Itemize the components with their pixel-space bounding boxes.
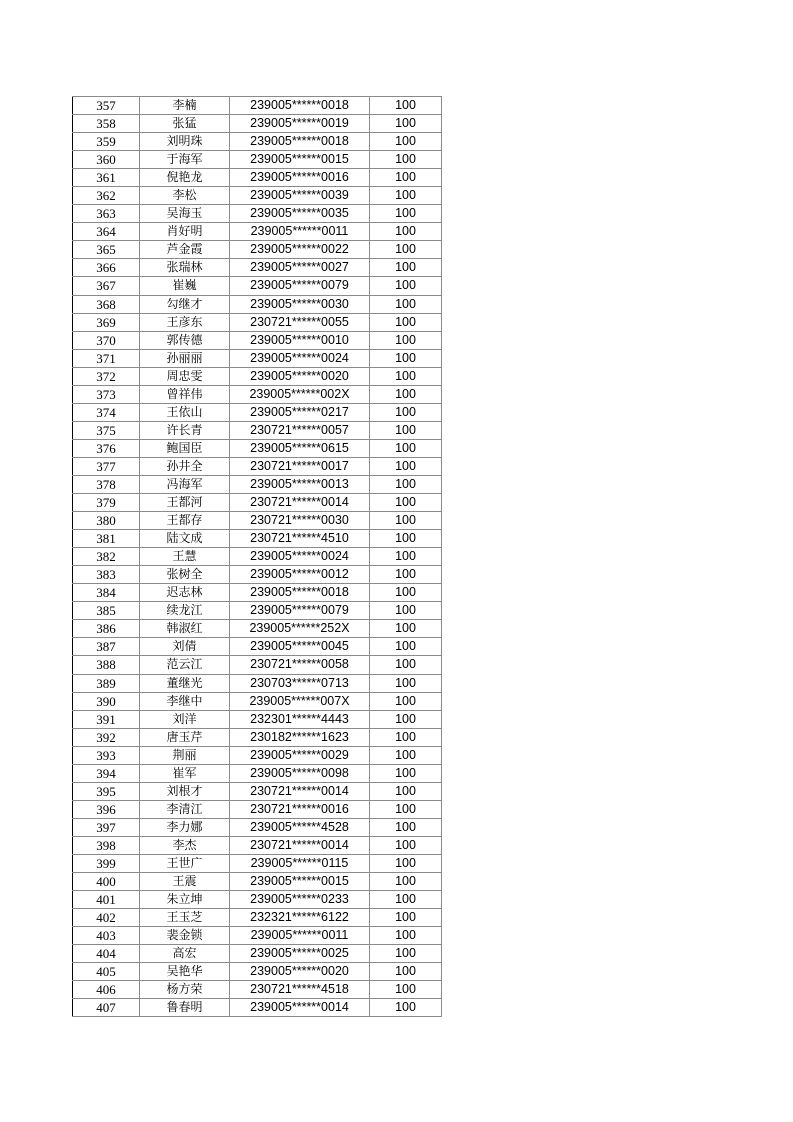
id-number-cell: 239005******0615 bbox=[230, 439, 370, 457]
table-row bbox=[73, 494, 442, 512]
table-row bbox=[73, 475, 442, 493]
name-cell: 王震 bbox=[140, 873, 230, 891]
row-number-cell: 405 bbox=[73, 963, 140, 981]
row-number-cell: 363 bbox=[73, 205, 140, 223]
name-cell: 王都存 bbox=[140, 512, 230, 530]
name-cell: 张树全 bbox=[140, 566, 230, 584]
name-cell: 迟志林 bbox=[140, 584, 230, 602]
row-number-cell: 384 bbox=[73, 584, 140, 602]
name-cell: 王慧 bbox=[140, 548, 230, 566]
amount-cell: 100 bbox=[370, 800, 442, 818]
table-row bbox=[73, 277, 442, 295]
name-cell: 倪艳龙 bbox=[140, 169, 230, 187]
table-row bbox=[73, 421, 442, 439]
name-cell: 鲍国臣 bbox=[140, 439, 230, 457]
name-cell: 李清江 bbox=[140, 800, 230, 818]
name-cell: 陆文成 bbox=[140, 530, 230, 548]
row-number-cell: 394 bbox=[73, 764, 140, 782]
id-number-cell: 239005******0020 bbox=[230, 367, 370, 385]
table-row bbox=[73, 909, 442, 927]
amount-cell: 100 bbox=[370, 457, 442, 475]
table-row bbox=[73, 746, 442, 764]
id-number-cell: 239005******002X bbox=[230, 385, 370, 403]
name-cell: 刘明珠 bbox=[140, 133, 230, 151]
amount-cell: 100 bbox=[370, 836, 442, 854]
row-number-cell: 392 bbox=[73, 728, 140, 746]
id-number-cell: 239005******0029 bbox=[230, 746, 370, 764]
id-number-cell: 230721******0014 bbox=[230, 494, 370, 512]
id-number-cell: 239005******0098 bbox=[230, 764, 370, 782]
name-cell: 李杰 bbox=[140, 836, 230, 854]
name-cell: 曾祥伟 bbox=[140, 385, 230, 403]
amount-cell: 100 bbox=[370, 133, 442, 151]
table-row bbox=[73, 187, 442, 205]
amount-cell: 100 bbox=[370, 981, 442, 999]
amount-cell: 100 bbox=[370, 674, 442, 692]
amount-cell: 100 bbox=[370, 963, 442, 981]
id-number-cell: 239005******0018 bbox=[230, 97, 370, 115]
amount-cell: 100 bbox=[370, 620, 442, 638]
table-row bbox=[73, 385, 442, 403]
amount-cell: 100 bbox=[370, 728, 442, 746]
row-number-cell: 361 bbox=[73, 169, 140, 187]
amount-cell: 100 bbox=[370, 566, 442, 584]
row-number-cell: 377 bbox=[73, 457, 140, 475]
row-number-cell: 372 bbox=[73, 367, 140, 385]
name-cell: 范云江 bbox=[140, 656, 230, 674]
id-number-cell: 230721******0058 bbox=[230, 656, 370, 674]
amount-cell: 100 bbox=[370, 295, 442, 313]
row-number-cell: 398 bbox=[73, 836, 140, 854]
row-number-cell: 381 bbox=[73, 530, 140, 548]
row-number-cell: 395 bbox=[73, 782, 140, 800]
name-cell: 刘根才 bbox=[140, 782, 230, 800]
row-number-cell: 388 bbox=[73, 656, 140, 674]
table-row bbox=[73, 963, 442, 981]
row-number-cell: 376 bbox=[73, 439, 140, 457]
table-row bbox=[73, 115, 442, 133]
table-row bbox=[73, 656, 442, 674]
amount-cell: 100 bbox=[370, 854, 442, 872]
table-row bbox=[73, 999, 442, 1017]
id-number-cell: 239005******0233 bbox=[230, 891, 370, 909]
row-number-cell: 367 bbox=[73, 277, 140, 295]
row-number-cell: 387 bbox=[73, 638, 140, 656]
row-number-cell: 390 bbox=[73, 692, 140, 710]
id-number-cell: 239005******0217 bbox=[230, 403, 370, 421]
id-number-cell: 239005******0018 bbox=[230, 133, 370, 151]
table-row bbox=[73, 584, 442, 602]
row-number-cell: 368 bbox=[73, 295, 140, 313]
amount-cell: 100 bbox=[370, 151, 442, 169]
name-cell: 芦金霞 bbox=[140, 241, 230, 259]
name-cell: 裴金锁 bbox=[140, 927, 230, 945]
amount-cell: 100 bbox=[370, 205, 442, 223]
id-number-cell: 239005******0045 bbox=[230, 638, 370, 656]
table-row bbox=[73, 512, 442, 530]
amount-cell: 100 bbox=[370, 367, 442, 385]
id-number-cell: 232321******6122 bbox=[230, 909, 370, 927]
row-number-cell: 401 bbox=[73, 891, 140, 909]
id-number-cell: 239005******0018 bbox=[230, 584, 370, 602]
table-row bbox=[73, 295, 442, 313]
id-number-cell: 239005******0015 bbox=[230, 873, 370, 891]
row-number-cell: 365 bbox=[73, 241, 140, 259]
amount-cell: 100 bbox=[370, 259, 442, 277]
amount-cell: 100 bbox=[370, 891, 442, 909]
name-cell: 王依山 bbox=[140, 403, 230, 421]
name-cell: 周忠雯 bbox=[140, 367, 230, 385]
name-cell: 李力娜 bbox=[140, 818, 230, 836]
amount-cell: 100 bbox=[370, 656, 442, 674]
id-number-cell: 230721******0017 bbox=[230, 457, 370, 475]
id-number-cell: 239005******0022 bbox=[230, 241, 370, 259]
amount-cell: 100 bbox=[370, 999, 442, 1017]
row-number-cell: 370 bbox=[73, 331, 140, 349]
id-number-cell: 230182******1623 bbox=[230, 728, 370, 746]
amount-cell: 100 bbox=[370, 927, 442, 945]
id-number-cell: 230721******0057 bbox=[230, 421, 370, 439]
id-number-cell: 230703******0713 bbox=[230, 674, 370, 692]
id-number-cell: 239005******0012 bbox=[230, 566, 370, 584]
name-cell: 吴海玉 bbox=[140, 205, 230, 223]
table-row bbox=[73, 530, 442, 548]
row-number-cell: 366 bbox=[73, 259, 140, 277]
name-cell: 孙丽丽 bbox=[140, 349, 230, 367]
row-number-cell: 391 bbox=[73, 710, 140, 728]
id-number-cell: 239005******0030 bbox=[230, 295, 370, 313]
amount-cell: 100 bbox=[370, 512, 442, 530]
id-number-cell: 239005******0035 bbox=[230, 205, 370, 223]
id-number-cell: 239005******007X bbox=[230, 692, 370, 710]
amount-cell: 100 bbox=[370, 421, 442, 439]
id-number-cell: 239005******4528 bbox=[230, 818, 370, 836]
table-row bbox=[73, 259, 442, 277]
row-number-cell: 375 bbox=[73, 421, 140, 439]
row-number-cell: 399 bbox=[73, 854, 140, 872]
id-number-cell: 230721******0014 bbox=[230, 782, 370, 800]
row-number-cell: 374 bbox=[73, 403, 140, 421]
name-cell: 勾继才 bbox=[140, 295, 230, 313]
table-row bbox=[73, 981, 442, 999]
id-number-cell: 230721******0016 bbox=[230, 800, 370, 818]
name-cell: 朱立坤 bbox=[140, 891, 230, 909]
id-number-cell: 239005******0013 bbox=[230, 475, 370, 493]
name-cell: 刘倩 bbox=[140, 638, 230, 656]
amount-cell: 100 bbox=[370, 548, 442, 566]
amount-cell: 100 bbox=[370, 764, 442, 782]
table-row bbox=[73, 818, 442, 836]
table-row bbox=[73, 620, 442, 638]
amount-cell: 100 bbox=[370, 187, 442, 205]
amount-cell: 100 bbox=[370, 349, 442, 367]
name-cell: 郭传德 bbox=[140, 331, 230, 349]
name-cell: 唐玉芹 bbox=[140, 728, 230, 746]
amount-cell: 100 bbox=[370, 873, 442, 891]
amount-cell: 100 bbox=[370, 782, 442, 800]
row-number-cell: 359 bbox=[73, 133, 140, 151]
table-row bbox=[73, 692, 442, 710]
amount-cell: 100 bbox=[370, 115, 442, 133]
row-number-cell: 393 bbox=[73, 746, 140, 764]
amount-cell: 100 bbox=[370, 475, 442, 493]
name-cell: 李楠 bbox=[140, 97, 230, 115]
amount-cell: 100 bbox=[370, 97, 442, 115]
amount-cell: 100 bbox=[370, 945, 442, 963]
row-number-cell: 402 bbox=[73, 909, 140, 927]
id-number-cell: 230721******0014 bbox=[230, 836, 370, 854]
name-cell: 张瑞林 bbox=[140, 259, 230, 277]
row-number-cell: 397 bbox=[73, 818, 140, 836]
amount-cell: 100 bbox=[370, 223, 442, 241]
table-row bbox=[73, 97, 442, 115]
row-number-cell: 371 bbox=[73, 349, 140, 367]
table-row bbox=[73, 169, 442, 187]
row-number-cell: 378 bbox=[73, 475, 140, 493]
table-row bbox=[73, 728, 442, 746]
id-number-cell: 230721******4510 bbox=[230, 530, 370, 548]
table-row bbox=[73, 945, 442, 963]
id-number-cell: 239005******0027 bbox=[230, 259, 370, 277]
table-row bbox=[73, 241, 442, 259]
row-number-cell: 380 bbox=[73, 512, 140, 530]
id-number-cell: 239005******0010 bbox=[230, 331, 370, 349]
amount-cell: 100 bbox=[370, 403, 442, 421]
row-number-cell: 400 bbox=[73, 873, 140, 891]
id-number-cell: 239005******0019 bbox=[230, 115, 370, 133]
table-row bbox=[73, 927, 442, 945]
name-cell: 崔军 bbox=[140, 764, 230, 782]
table-row bbox=[73, 403, 442, 421]
amount-cell: 100 bbox=[370, 638, 442, 656]
amount-cell: 100 bbox=[370, 710, 442, 728]
name-cell: 于海军 bbox=[140, 151, 230, 169]
id-number-cell: 232301******4443 bbox=[230, 710, 370, 728]
name-cell: 韩淑红 bbox=[140, 620, 230, 638]
amount-cell: 100 bbox=[370, 169, 442, 187]
name-cell: 刘洋 bbox=[140, 710, 230, 728]
row-number-cell: 382 bbox=[73, 548, 140, 566]
name-cell: 高宏 bbox=[140, 945, 230, 963]
roster-table-body bbox=[73, 97, 442, 1017]
row-number-cell: 360 bbox=[73, 151, 140, 169]
row-number-cell: 386 bbox=[73, 620, 140, 638]
row-number-cell: 406 bbox=[73, 981, 140, 999]
table-row bbox=[73, 205, 442, 223]
table-row bbox=[73, 800, 442, 818]
table-row bbox=[73, 873, 442, 891]
row-number-cell: 396 bbox=[73, 800, 140, 818]
row-number-cell: 364 bbox=[73, 223, 140, 241]
row-number-cell: 369 bbox=[73, 313, 140, 331]
id-number-cell: 239005******0024 bbox=[230, 349, 370, 367]
row-number-cell: 357 bbox=[73, 97, 140, 115]
id-number-cell: 230721******0055 bbox=[230, 313, 370, 331]
amount-cell: 100 bbox=[370, 277, 442, 295]
amount-cell: 100 bbox=[370, 439, 442, 457]
id-number-cell: 239005******0115 bbox=[230, 854, 370, 872]
amount-cell: 100 bbox=[370, 692, 442, 710]
table-row bbox=[73, 566, 442, 584]
amount-cell: 100 bbox=[370, 818, 442, 836]
id-number-cell: 239005******0024 bbox=[230, 548, 370, 566]
table-row bbox=[73, 782, 442, 800]
id-number-cell: 239005******0079 bbox=[230, 277, 370, 295]
name-cell: 冯海军 bbox=[140, 475, 230, 493]
row-number-cell: 404 bbox=[73, 945, 140, 963]
name-cell: 董继光 bbox=[140, 674, 230, 692]
table-row bbox=[73, 439, 442, 457]
id-number-cell: 230721******0030 bbox=[230, 512, 370, 530]
name-cell: 王都河 bbox=[140, 494, 230, 512]
name-cell: 荆丽 bbox=[140, 746, 230, 764]
name-cell: 吴艳华 bbox=[140, 963, 230, 981]
name-cell: 续龙江 bbox=[140, 602, 230, 620]
row-number-cell: 383 bbox=[73, 566, 140, 584]
name-cell: 鲁春明 bbox=[140, 999, 230, 1017]
name-cell: 孙井全 bbox=[140, 457, 230, 475]
table-row bbox=[73, 349, 442, 367]
table-row bbox=[73, 638, 442, 656]
table-row bbox=[73, 836, 442, 854]
row-number-cell: 403 bbox=[73, 927, 140, 945]
table-row bbox=[73, 891, 442, 909]
row-number-cell: 389 bbox=[73, 674, 140, 692]
table-row bbox=[73, 223, 442, 241]
amount-cell: 100 bbox=[370, 602, 442, 620]
table-row bbox=[73, 602, 442, 620]
id-number-cell: 239005******0039 bbox=[230, 187, 370, 205]
amount-cell: 100 bbox=[370, 385, 442, 403]
amount-cell: 100 bbox=[370, 313, 442, 331]
table-row bbox=[73, 331, 442, 349]
id-number-cell: 239005******0079 bbox=[230, 602, 370, 620]
amount-cell: 100 bbox=[370, 584, 442, 602]
row-number-cell: 407 bbox=[73, 999, 140, 1017]
row-number-cell: 358 bbox=[73, 115, 140, 133]
amount-cell: 100 bbox=[370, 909, 442, 927]
name-cell: 崔巍 bbox=[140, 277, 230, 295]
amount-cell: 100 bbox=[370, 746, 442, 764]
id-number-cell: 239005******0011 bbox=[230, 223, 370, 241]
amount-cell: 100 bbox=[370, 494, 442, 512]
name-cell: 许长青 bbox=[140, 421, 230, 439]
row-number-cell: 385 bbox=[73, 602, 140, 620]
id-number-cell: 239005******0016 bbox=[230, 169, 370, 187]
table-row bbox=[73, 674, 442, 692]
name-cell: 王玉芝 bbox=[140, 909, 230, 927]
row-number-cell: 379 bbox=[73, 494, 140, 512]
id-number-cell: 239005******0025 bbox=[230, 945, 370, 963]
table-row bbox=[73, 367, 442, 385]
id-number-cell: 230721******4518 bbox=[230, 981, 370, 999]
id-number-cell: 239005******0011 bbox=[230, 927, 370, 945]
id-number-cell: 239005******0020 bbox=[230, 963, 370, 981]
name-cell: 张猛 bbox=[140, 115, 230, 133]
name-cell: 李松 bbox=[140, 187, 230, 205]
amount-cell: 100 bbox=[370, 241, 442, 259]
name-cell: 肖好明 bbox=[140, 223, 230, 241]
table-row bbox=[73, 133, 442, 151]
table-row bbox=[73, 548, 442, 566]
id-number-cell: 239005******252X bbox=[230, 620, 370, 638]
amount-cell: 100 bbox=[370, 530, 442, 548]
roster-table bbox=[72, 96, 442, 1017]
table-row bbox=[73, 710, 442, 728]
table-row bbox=[73, 854, 442, 872]
table-row bbox=[73, 764, 442, 782]
table-row bbox=[73, 151, 442, 169]
id-number-cell: 239005******0015 bbox=[230, 151, 370, 169]
row-number-cell: 362 bbox=[73, 187, 140, 205]
row-number-cell: 373 bbox=[73, 385, 140, 403]
name-cell: 杨方荣 bbox=[140, 981, 230, 999]
table-row bbox=[73, 313, 442, 331]
table-row bbox=[73, 457, 442, 475]
name-cell: 李继中 bbox=[140, 692, 230, 710]
name-cell: 王彦东 bbox=[140, 313, 230, 331]
id-number-cell: 239005******0014 bbox=[230, 999, 370, 1017]
amount-cell: 100 bbox=[370, 331, 442, 349]
name-cell: 王世广 bbox=[140, 854, 230, 872]
